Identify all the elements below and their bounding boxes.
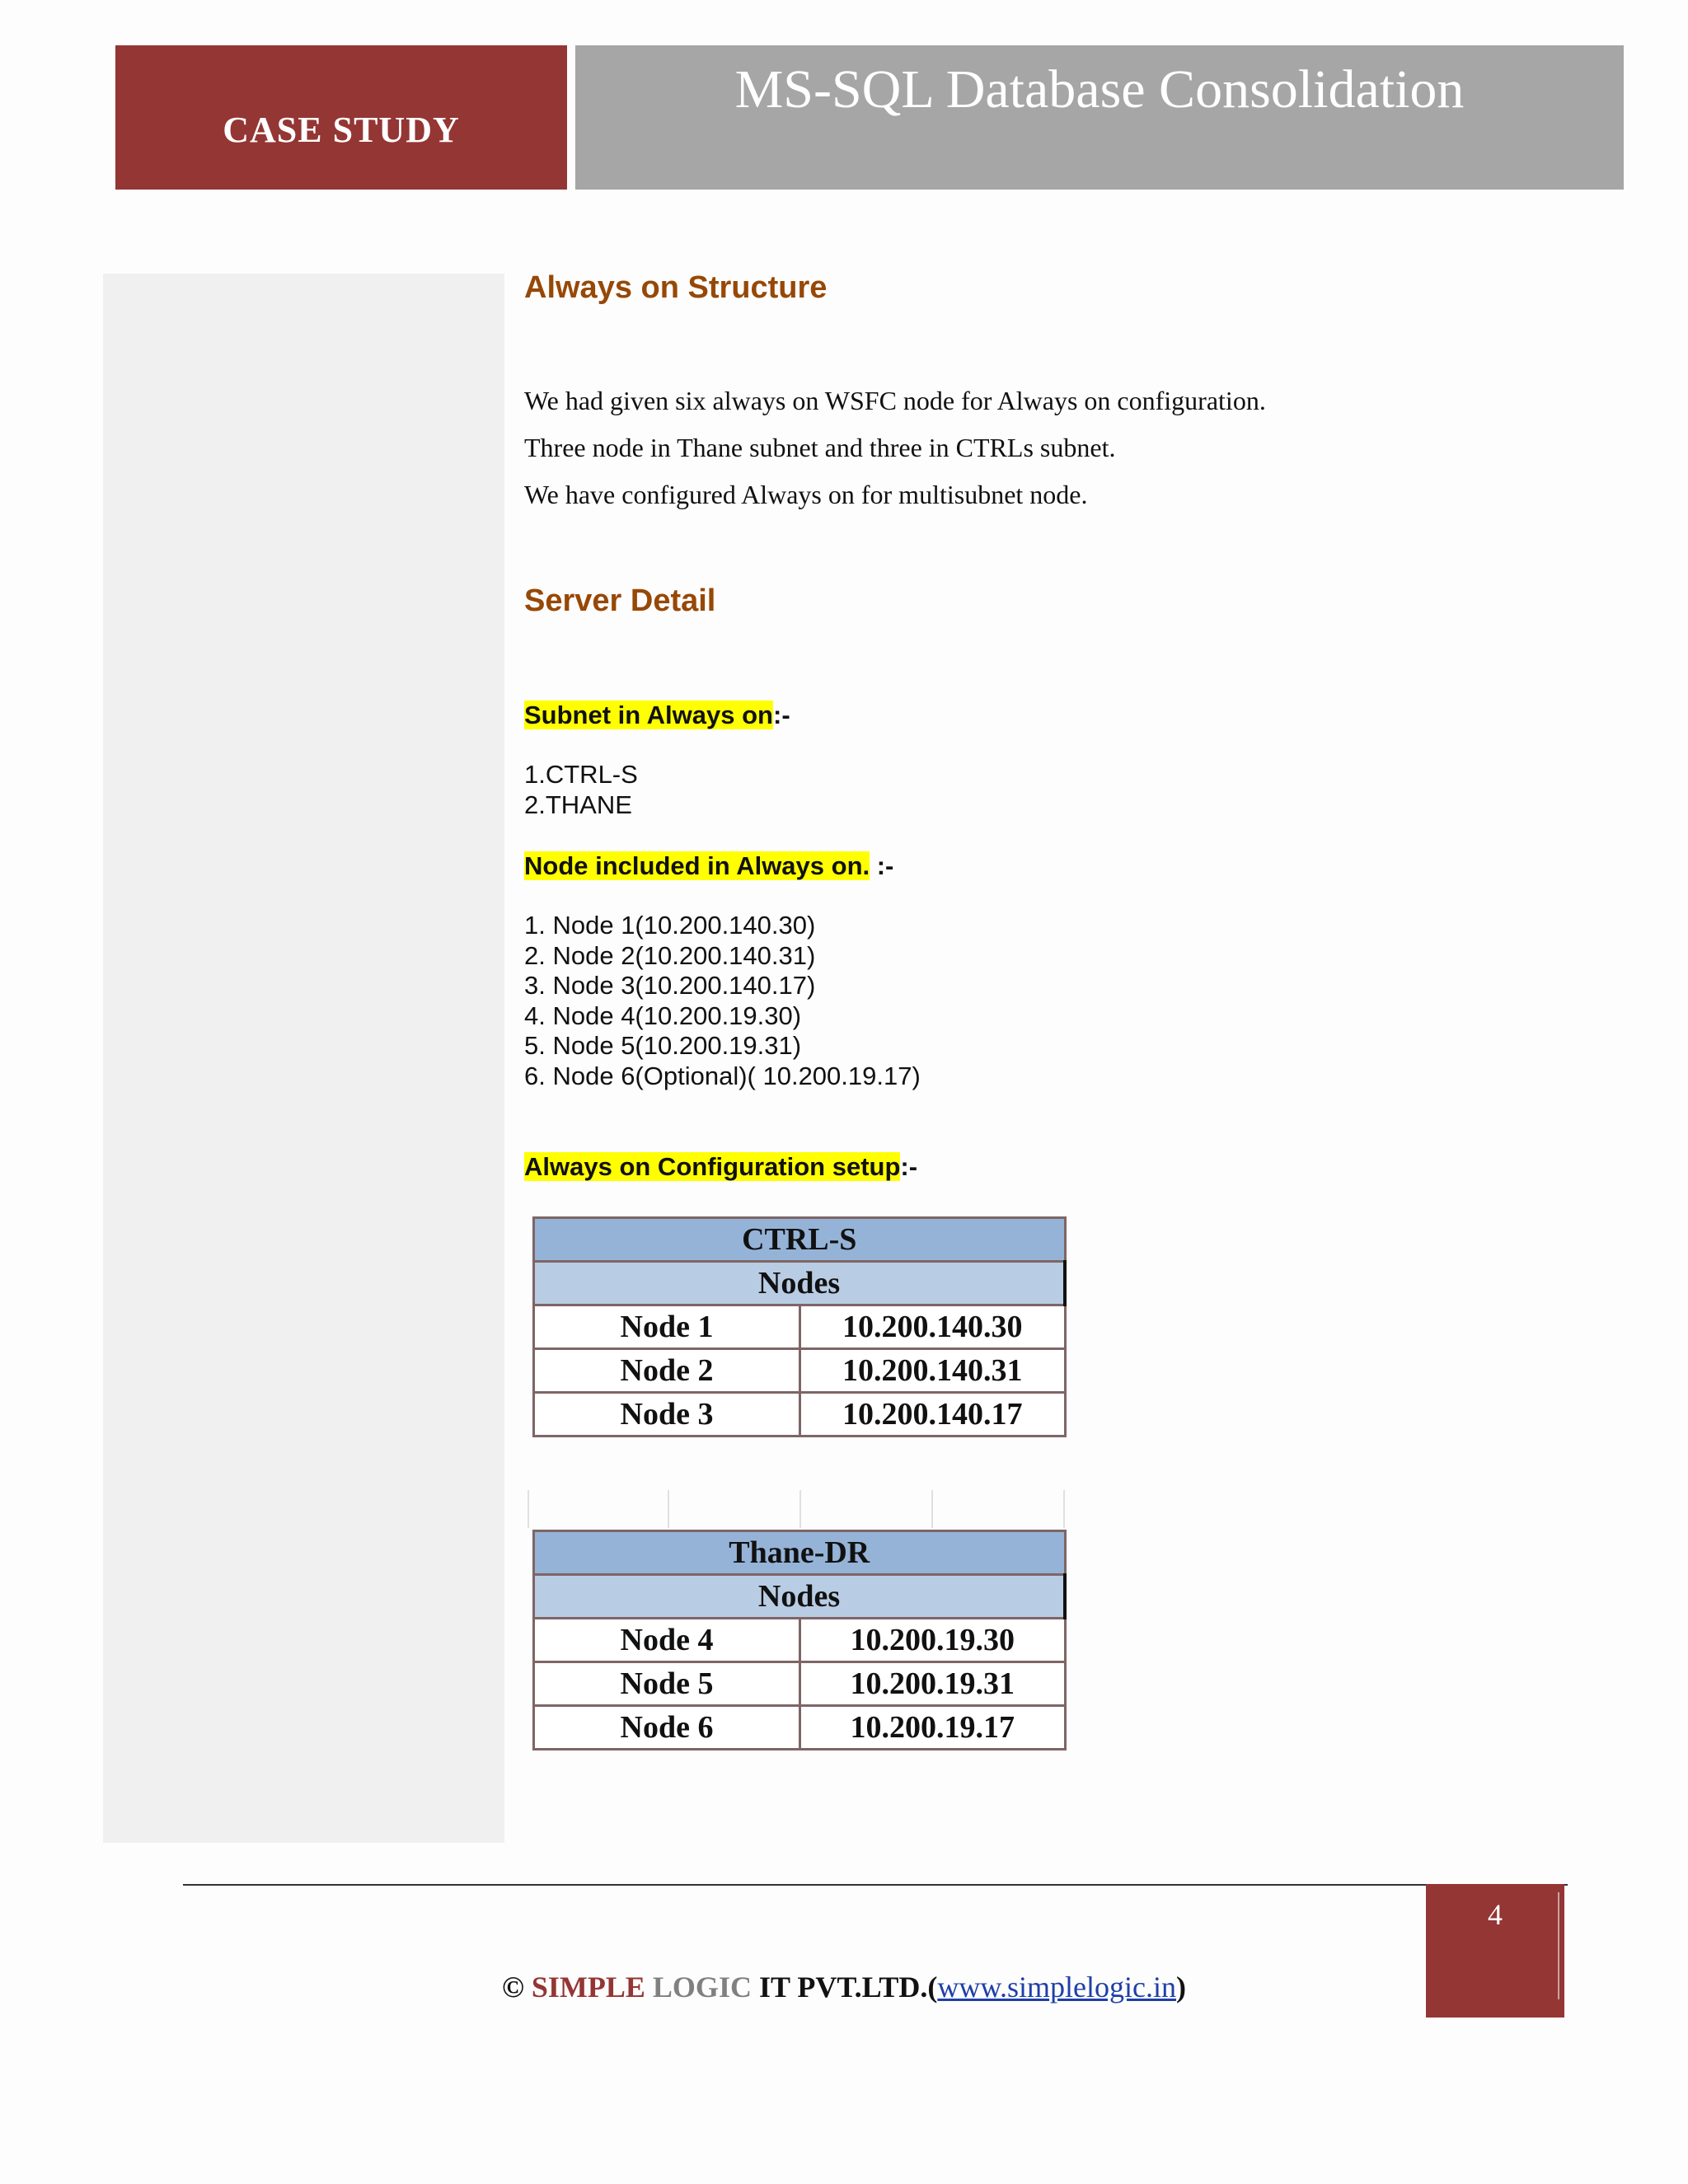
footer-close-paren: ) <box>1176 1971 1186 2004</box>
list-item: 6. Node 6(Optional)( 10.200.19.17) <box>524 1061 921 1090</box>
subnet-heading <box>524 701 790 730</box>
node-name-cell: Node 4 <box>534 1619 800 1662</box>
paragraph: Three node in Thane subnet and three in CTRLs subnet. <box>524 433 1116 462</box>
node-name-cell: Node 3 <box>534 1393 800 1436</box>
table-row <box>534 1706 1066 1750</box>
list-item: 1.CTRL-S <box>524 760 638 789</box>
list-item: 4. Node 4(10.200.19.30) <box>524 1001 802 1030</box>
footer-divider <box>183 1884 1568 1886</box>
website-link[interactable]: www.simplelogic.in <box>937 1971 1176 2004</box>
document-title: MS-SQL Database Consolidation <box>734 59 1465 120</box>
company-name: IT PVT.LTD.( <box>758 1971 938 2004</box>
table-row <box>534 1619 1066 1662</box>
table-row <box>534 1662 1066 1706</box>
config-heading-suffix: :- <box>900 1152 918 1181</box>
footer-copyright <box>0 1970 1688 2004</box>
node-ip-cell: 10.200.140.30 <box>800 1305 1066 1349</box>
table-row <box>534 1393 1066 1436</box>
brand-logic: LOGIC <box>652 1971 752 2004</box>
list-item: 3. Node 3(10.200.140.17) <box>524 971 816 1000</box>
subnet-heading-suffix: :- <box>773 701 790 729</box>
table-row <box>534 1305 1066 1349</box>
section-heading-always-on-structure: Always on Structure <box>524 270 828 305</box>
node-name-cell: Node 5 <box>534 1662 800 1706</box>
node-name-cell: Node 6 <box>534 1706 800 1750</box>
node-ip-cell: 10.200.140.17 <box>800 1393 1066 1436</box>
document-title-bar <box>575 45 1624 190</box>
table-subtitle: Nodes <box>534 1262 1066 1305</box>
subnet-list <box>524 760 638 820</box>
node-name-cell: Node 2 <box>534 1349 800 1393</box>
table-row <box>534 1349 1066 1393</box>
node-ip-cell: 10.200.140.31 <box>800 1349 1066 1393</box>
paragraph: We have configured Always on for multisubnet node. <box>524 480 1088 509</box>
table-title: CTRL-S <box>534 1218 1066 1262</box>
left-sidebar-panel <box>103 274 504 1843</box>
case-study-label: CASE STUDY <box>223 110 460 150</box>
table-subtitle: Nodes <box>534 1575 1066 1619</box>
case-study-tag <box>115 45 567 190</box>
list-item: 2.THANE <box>524 790 632 819</box>
copyright-symbol: © <box>501 1971 524 2004</box>
section-heading-server-detail: Server Detail <box>524 583 716 618</box>
config-heading <box>524 1152 917 1182</box>
config-heading-highlight: Always on Configuration setup <box>524 1152 901 1181</box>
node-ip-cell: 10.200.19.31 <box>800 1662 1066 1706</box>
nodes-heading-highlight: Node included in Always on. <box>524 851 870 880</box>
table-title: Thane-DR <box>534 1531 1066 1575</box>
nodes-heading-suffix: :- <box>870 851 894 880</box>
page-number: 4 <box>1488 1898 1503 1931</box>
nodes-heading <box>524 851 893 881</box>
brand-simple: SIMPLE <box>531 1971 645 2004</box>
thane-dr-node-table <box>532 1530 1067 1750</box>
subnet-heading-highlight: Subnet in Always on <box>524 701 773 729</box>
paragraph: We had given six always on WSFC node for Always on configuration. <box>524 386 1266 415</box>
node-ip-cell: 10.200.19.17 <box>800 1706 1066 1750</box>
list-item: 5. Node 5(10.200.19.31) <box>524 1031 802 1060</box>
ctrl-s-node-table <box>532 1216 1067 1437</box>
list-item: 2. Node 2(10.200.140.31) <box>524 940 816 970</box>
spreadsheet-gridline-fragment <box>528 1490 1071 1528</box>
node-name-cell: Node 1 <box>534 1305 800 1349</box>
node-ip-cell: 10.200.19.30 <box>800 1619 1066 1662</box>
node-list <box>524 911 921 1091</box>
list-item: 1. Node 1(10.200.140.30) <box>524 911 816 940</box>
